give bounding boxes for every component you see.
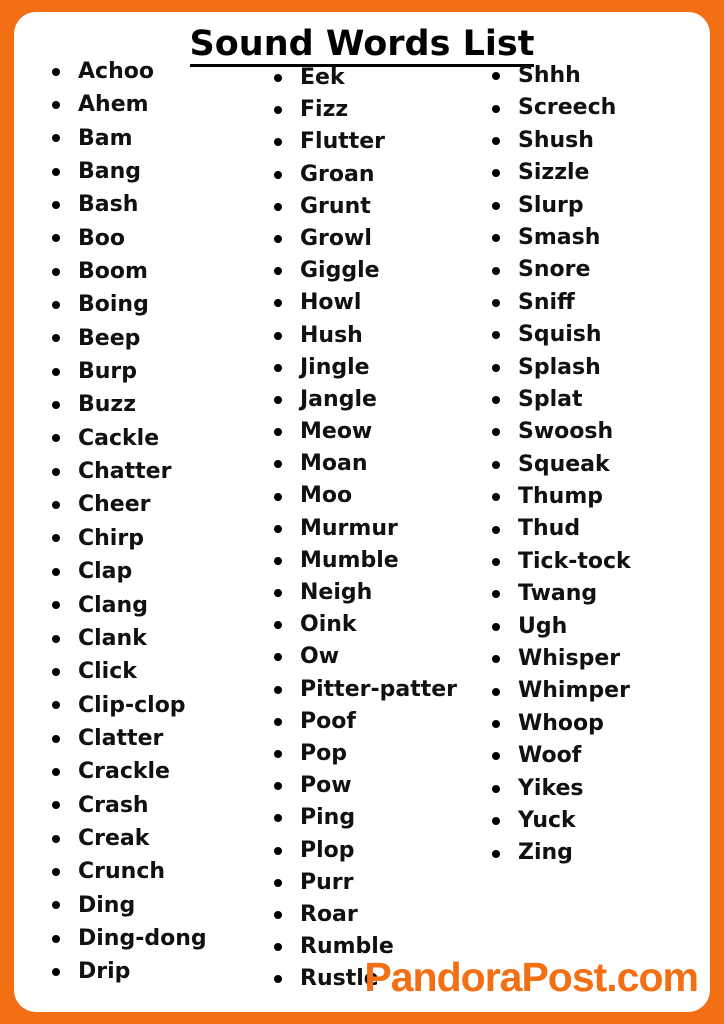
list-item: Squish: [492, 319, 631, 351]
list-item: Hush: [274, 320, 457, 352]
list-item: Neigh: [274, 577, 457, 609]
list-item: Crackle: [52, 755, 207, 788]
list-item: Clip-clop: [52, 689, 207, 722]
list-item: Groan: [274, 159, 457, 191]
list-item: Meow: [274, 416, 457, 448]
list-item: Crash: [52, 789, 207, 822]
list-item: Crunch: [52, 855, 207, 888]
list-item: Click: [52, 655, 207, 688]
list-item: Boo: [52, 222, 207, 255]
list-item: Plop: [274, 835, 457, 867]
list-item: Eek: [274, 62, 457, 94]
list-item: Giggle: [274, 255, 457, 287]
list-item: Snore: [492, 254, 631, 286]
list-item: Zing: [492, 837, 631, 869]
list-item: Yikes: [492, 773, 631, 805]
list-item: Bang: [52, 155, 207, 188]
list-item: Fizz: [274, 94, 457, 126]
list-item: Twang: [492, 578, 631, 610]
list-item: Drip: [52, 955, 207, 988]
list-item: Achoo: [52, 55, 207, 88]
list-item: Sizzle: [492, 157, 631, 189]
list-item: Flutter: [274, 126, 457, 158]
list-item: Thump: [492, 481, 631, 513]
list-item: Clap: [52, 555, 207, 588]
list-item: Ding: [52, 889, 207, 922]
list-item: Clank: [52, 622, 207, 655]
word-column-2: [274, 62, 457, 995]
list-item: Murmur: [274, 513, 457, 545]
list-item: Roar: [274, 899, 457, 931]
list-item: Shhh: [492, 60, 631, 92]
list-item: Clatter: [52, 722, 207, 755]
list-item: Tick-tock: [492, 546, 631, 578]
list-item: Pop: [274, 738, 457, 770]
list-item: Beep: [52, 322, 207, 355]
list-item: Howl: [274, 287, 457, 319]
brand-watermark: PandoraPost.com: [364, 954, 698, 1000]
list-item: Cheer: [52, 488, 207, 521]
list-item: Woof: [492, 740, 631, 772]
list-item: Boom: [52, 255, 207, 288]
list-item: Pow: [274, 770, 457, 802]
list-item: Sniff: [492, 287, 631, 319]
list-item: Jangle: [274, 384, 457, 416]
list-item: Swoosh: [492, 416, 631, 448]
list-item: Clang: [52, 589, 207, 622]
list-item: Whisper: [492, 643, 631, 675]
list-item: Boing: [52, 288, 207, 321]
list-item: Grunt: [274, 191, 457, 223]
list-item: Rustle: [274, 963, 457, 995]
list-item: Oink: [274, 609, 457, 641]
list-item: Moan: [274, 448, 457, 480]
list-item: Chirp: [52, 522, 207, 555]
list-item: Poof: [274, 706, 457, 738]
list-item: Whoop: [492, 708, 631, 740]
list-item: Ding-dong: [52, 922, 207, 955]
list-item: Smash: [492, 222, 631, 254]
list-item: Rumble: [274, 931, 457, 963]
list-item: Splash: [492, 352, 631, 384]
content-card: [14, 12, 710, 1012]
list-item: Buzz: [52, 388, 207, 421]
list-item: Bash: [52, 188, 207, 221]
list-item: Screech: [492, 92, 631, 124]
list-item: Burp: [52, 355, 207, 388]
list-item: Ahem: [52, 88, 207, 121]
list-item: Purr: [274, 867, 457, 899]
page-title-text: Sound Words List: [190, 24, 535, 67]
word-column-3: [492, 60, 631, 870]
list-item: Jingle: [274, 352, 457, 384]
list-item: Growl: [274, 223, 457, 255]
list-item: Squeak: [492, 449, 631, 481]
list-item: Pitter-patter: [274, 674, 457, 706]
list-item: Splat: [492, 384, 631, 416]
list-item: Ping: [274, 802, 457, 834]
list-item: Yuck: [492, 805, 631, 837]
list-item: Whimper: [492, 675, 631, 707]
list-item: Chatter: [52, 455, 207, 488]
list-item: Moo: [274, 480, 457, 512]
list-item: Slurp: [492, 190, 631, 222]
list-item: Cackle: [52, 422, 207, 455]
list-item: Bam: [52, 122, 207, 155]
word-column-1: [52, 55, 207, 989]
list-item: Ugh: [492, 611, 631, 643]
list-item: Creak: [52, 822, 207, 855]
list-item: Thud: [492, 513, 631, 545]
list-item: Mumble: [274, 545, 457, 577]
list-item: Ow: [274, 641, 457, 673]
list-item: Shush: [492, 125, 631, 157]
